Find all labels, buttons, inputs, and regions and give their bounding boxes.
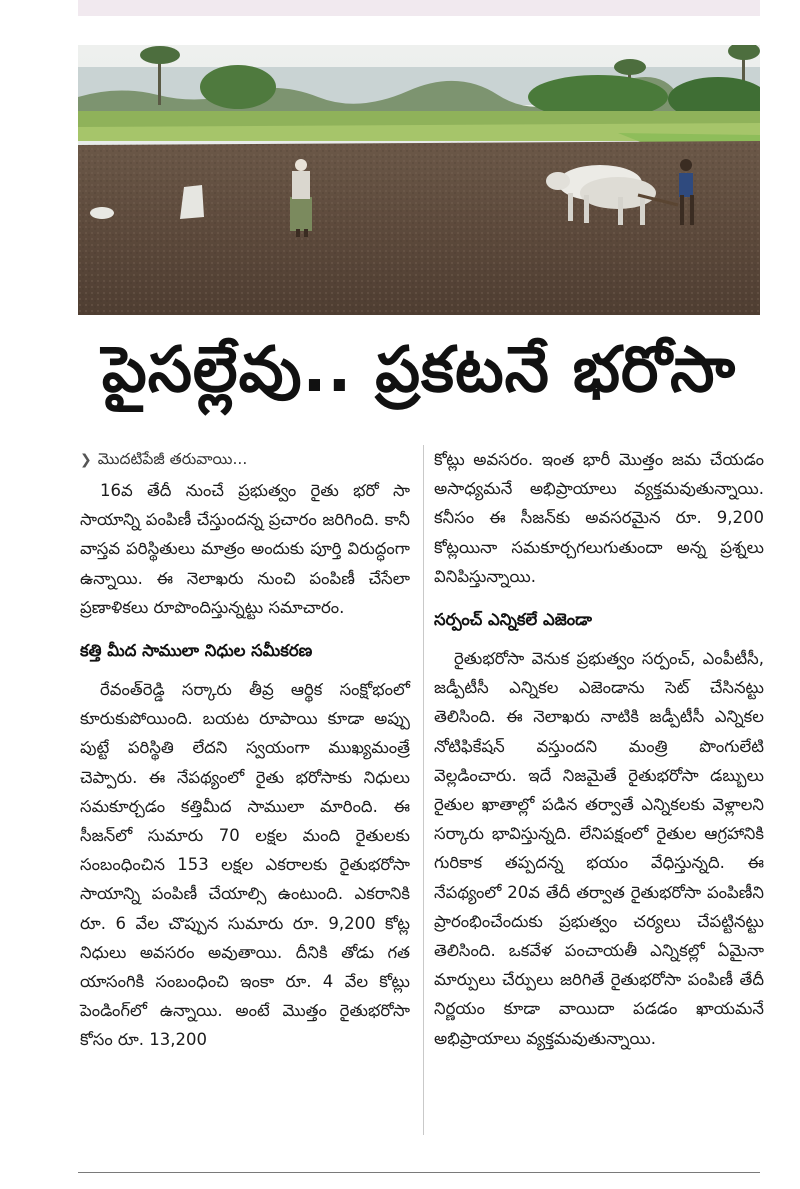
left-column <box>80 445 410 1055</box>
top-color-band <box>78 0 760 16</box>
bottom-divider <box>78 1172 760 1173</box>
kicker-text: మొదటిపేజీ తరువాయి... <box>97 450 248 468</box>
body-paragraph: కోట్లు అవసరం. ఇంత భారీ మొత్తం జమ చేయడం అసాధ్యమనే అభిప్రాయాలు వ్యక్తమవుతున్నాయి. కనీసం ఈ సీజన్‌కు అవసరమైన రూ. 9,200 కోట్లయినా సమకూర్చగలుగుతుందా అన్న ప్రశ్నలు వినిపిస్తున్నాయి. <box>434 450 764 586</box>
right-column <box>434 445 764 1053</box>
body-paragraph: 16వ తేదీ నుంచే ప్రభుత్వం రైతు భరో సా సాయాన్ని పంపిణీ చేస్తుందన్న ప్రచారం జరిగింది. కానీ వాస్తవ పరిస్థితులు మాత్రం అందుకు పూర్తి విరుద్ధంగా ఉన్నాయి. ఈ నెలాఖరు నుంచి పంపిణీ చేసేలా ప్రణాళికలు రూపొందిస్తున్నట్టు సమాచారం. <box>80 481 410 617</box>
subheading: కత్తి మీద సాములా నిధుల సమీకరణ <box>80 641 313 661</box>
farm-field-photo <box>78 45 760 315</box>
body-paragraph: రైతుభరోసా వెనుక ప్రభుత్వం సర్పంచ్‌, ఎంపీటీసీ, జడ్పీటీసీ ఎన్నికల ఎజెండాను సెట్‌ చేసినట్టు తెలిసింది. ఈ నెలాఖరు నాటికి జడ్పీటీసీ ఎన్నికల నోటిఫికేషన్‌ వస్తుందని మంత్రి పొంగులేటి వెల్లడించారు. ఇదే నిజమైతే రైతుభరోసా డబ్బులు రైతుల ఖాతాల్లో పడిన తర్వాతే ఎన్నికలకు వెళ్లాలని సర్కారు భావిస్తున్నది. లేనిపక్షంలో రైతుల ఆగ్రహానికి గురికాక తప్పదన్న భయం వేధిస్తున్నది. ఈ నేపథ్యంలో 20వ తేదీ తర్వాత రైతుభరోసా పంపిణీని ప్రారంభించేందుకు ప్రభుత్వం చర్యలు చేపట్టినట్టు తెలిసింది. ఒకవేళ పంచాయతీ ఎన్నికల్లో ఏమైనా మార్పులు చేర్పులు జరిగితే రైతుభరోసా పంపిణీ తేదీ నిర్ణయం కూడా వాయిదా పడడం ఖాయమనే అభిప్రాయాలు వ్యక్తమవుతున్నాయి. <box>434 649 764 1048</box>
chevron-right-icon: ❯ <box>80 452 92 468</box>
headline: పైసల్లేవు.. ప్రకటనే భరోసా <box>101 333 737 406</box>
column-divider <box>423 445 424 1135</box>
continued-kicker <box>80 445 410 474</box>
body-paragraph: రేవంత్‌రెడ్డి సర్కారు తీవ్ర ఆర్థిక సంక్షోభంలో కూరుకుపోయింది. బయట రూపాయి కూడా అప్పు పుట్టే పరిస్థితి లేదని స్వయంగా ముఖ్యమంత్రే చెప్పారు. ఈ నేపథ్యంలో రైతు భరోసాకు నిధులు సమకూర్చడం కత్తిమీద సాములా మారింది. ఈ సీజన్‌లో సుమారు 70 లక్షల మంది రైతులకు సంబంధించిన 153 లక్షల ఎకరాలకు రైతుభరోసా సాయాన్ని పంపిణీ చేయాల్సి ఉంటుంది. ఎకరానికి రూ. 6 వేల చొప్పున సుమారు రూ. 9,200 కోట్ల నిధులు అవసరం అవుతాయి. దీనికి తోడు గత యాసంగికి సంబంధించి ఇంకా రూ. 4 వేల కోట్లు పెండింగ్‌లో ఉన్నాయి. అంటే మొత్తం రైతుభరోసా కోసం రూ. 13,200 <box>80 680 410 1050</box>
subheading: సర్పంచ్‌ ఎన్నికలే ఎజెండా <box>434 610 592 630</box>
